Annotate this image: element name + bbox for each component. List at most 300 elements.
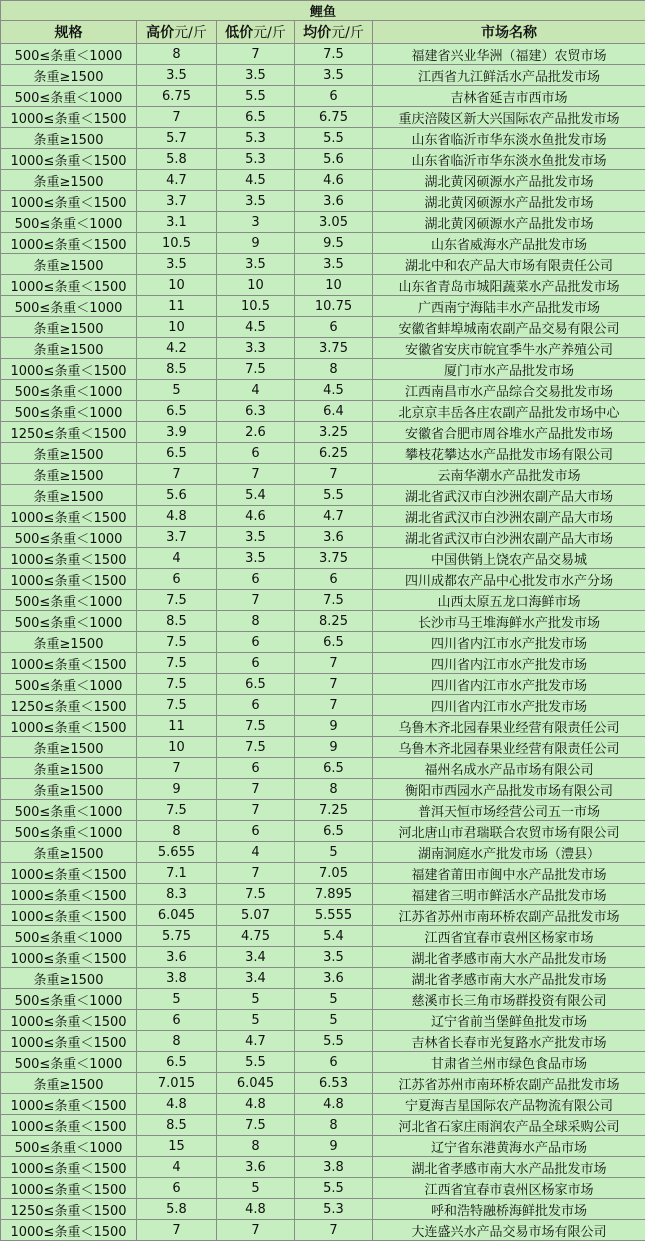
avg-price-cell: 8: [295, 1115, 373, 1136]
avg-price-cell: 5: [295, 989, 373, 1010]
high-price-cell: 10: [137, 275, 217, 296]
avg-price-cell: 3.5: [295, 65, 373, 86]
high-price-cell: 4.8: [137, 506, 217, 527]
avg-price-cell: 5.5: [295, 485, 373, 506]
spec-cell: 条重≥1500: [1, 779, 137, 800]
spec-cell: 1000≤条重＜1500: [1, 1094, 137, 1115]
spec-cell: 条重≥1500: [1, 254, 137, 275]
market-name-cell: 江苏省苏州市南环桥农副产品批发市场: [373, 905, 645, 926]
market-name-cell: 河北省石家庄雨润农产品全球采购公司: [373, 1115, 645, 1136]
spec-cell: 500≤条重＜1000: [1, 380, 137, 401]
market-name-cell: 江西南昌市水产品综合交易批发市场: [373, 380, 645, 401]
spec-cell: 条重≥1500: [1, 1073, 137, 1094]
spec-cell: 1000≤条重＜1500: [1, 884, 137, 905]
spec-cell: 1000≤条重＜1500: [1, 107, 137, 128]
market-name-cell: 长沙市马王堆海鲜水产批发市场: [373, 611, 645, 632]
high-price-cell: 10: [137, 317, 217, 338]
low-price-cell: 3.5: [217, 254, 295, 275]
market-name-cell: 福建省兴业华洲（福建）农贸市场: [373, 44, 645, 65]
high-price-cell: 4: [137, 1157, 217, 1178]
table-row: [1, 905, 645, 926]
avg-price-cell: 7.5: [295, 44, 373, 65]
avg-price-cell: 5: [295, 1010, 373, 1031]
low-price-cell: 5.4: [217, 485, 295, 506]
market-name-cell: 重庆涪陵区新大兴国际农产品批发市场: [373, 107, 645, 128]
high-price-cell: 8: [137, 1031, 217, 1052]
table-row: [1, 338, 645, 359]
spec-cell: 1000≤条重＜1500: [1, 233, 137, 254]
low-price-cell: 6: [217, 821, 295, 842]
spec-cell: 1000≤条重＜1500: [1, 1157, 137, 1178]
spec-cell: 500≤条重＜1000: [1, 674, 137, 695]
market-name-cell: 四川成都农产品中心批发市水产分场: [373, 569, 645, 590]
market-name-cell: 江西省宜春市袁州区杨家市场: [373, 926, 645, 947]
spec-cell: 500≤条重＜1000: [1, 821, 137, 842]
table-row: [1, 128, 645, 149]
low-price-cell: 5.5: [217, 86, 295, 107]
high-price-cell: 3.7: [137, 527, 217, 548]
table-row: [1, 1052, 645, 1073]
high-price-cell: 6: [137, 1178, 217, 1199]
low-price-cell: 6.045: [217, 1073, 295, 1094]
avg-price-cell: 3.5: [295, 947, 373, 968]
avg-price-cell: 7.25: [295, 800, 373, 821]
avg-price-cell: 6.5: [295, 758, 373, 779]
low-price-cell: 6: [217, 443, 295, 464]
market-name-cell: 湖北黄冈硕源水产品批发市场: [373, 212, 645, 233]
avg-price-cell: 4.5: [295, 380, 373, 401]
table-row: [1, 191, 645, 212]
high-price-cell: 8: [137, 44, 217, 65]
avg-price-cell: 3.75: [295, 548, 373, 569]
high-price-cell: 6.045: [137, 905, 217, 926]
high-price-cell: 4.8: [137, 1094, 217, 1115]
market-name-cell: 大连盛兴水产品交易市场有限公司: [373, 1220, 645, 1241]
low-price-cell: 5.3: [217, 128, 295, 149]
table-row: [1, 359, 645, 380]
avg-price-cell: 6: [295, 569, 373, 590]
market-name-cell: 湖北黄冈硕源水产品批发市场: [373, 191, 645, 212]
table-row: [1, 1136, 645, 1157]
low-price-cell: 4: [217, 380, 295, 401]
avg-price-cell: 6.75: [295, 107, 373, 128]
spec-cell: 1000≤条重＜1500: [1, 1115, 137, 1136]
table-row: [1, 947, 645, 968]
market-name-cell: 湖北中和农产品大市场有限责任公司: [373, 254, 645, 275]
table-row: [1, 863, 645, 884]
market-name-cell: 江西省九江鲜活水产品批发市场: [373, 65, 645, 86]
high-price-cell: 5.655: [137, 842, 217, 863]
low-price-cell: 7: [217, 590, 295, 611]
spec-cell: 条重≥1500: [1, 842, 137, 863]
table-row: [1, 989, 645, 1010]
low-price-cell: 3.5: [217, 548, 295, 569]
high-price-cell: 6.5: [137, 1052, 217, 1073]
high-price-cell: 5.75: [137, 926, 217, 947]
spec-cell: 500≤条重＜1000: [1, 926, 137, 947]
table-row: [1, 800, 645, 821]
spec-cell: 500≤条重＜1000: [1, 590, 137, 611]
spec-cell: 1000≤条重＜1500: [1, 947, 137, 968]
low-price-cell: 6: [217, 653, 295, 674]
column-header-label: 规格: [55, 25, 83, 41]
market-name-cell: 湖北省武汉市白沙洲农副产品大市场: [373, 485, 645, 506]
market-name-cell: 辽宁省前当堡鲜鱼批发市场: [373, 1010, 645, 1031]
table-row: [1, 1157, 645, 1178]
table-row: [1, 1073, 645, 1094]
low-price-cell: 10: [217, 275, 295, 296]
spec-cell: 1000≤条重＜1500: [1, 569, 137, 590]
table-row: [1, 968, 645, 989]
spec-cell: 条重≥1500: [1, 758, 137, 779]
table-row: [1, 758, 645, 779]
table-row: [1, 548, 645, 569]
market-name-cell: 河北唐山市君瑞联合农贸市场有限公司: [373, 821, 645, 842]
low-price-cell: 5.07: [217, 905, 295, 926]
high-price-cell: 3.7: [137, 191, 217, 212]
low-price-cell: 7: [217, 800, 295, 821]
market-name-cell: 广西南宁海陆丰水产品批发市场: [373, 296, 645, 317]
spec-cell: 条重≥1500: [1, 65, 137, 86]
table-row: [1, 296, 645, 317]
table-row: [1, 590, 645, 611]
avg-price-cell: 7: [295, 674, 373, 695]
high-price-cell: 3.6: [137, 947, 217, 968]
avg-price-cell: 7.05: [295, 863, 373, 884]
table-row: [1, 716, 645, 737]
avg-price-cell: 10.75: [295, 296, 373, 317]
market-name-cell: 湖北黄冈硕源水产品批发市场: [373, 170, 645, 191]
table-row: [1, 86, 645, 107]
low-price-cell: 3.5: [217, 65, 295, 86]
low-price-cell: 4.5: [217, 170, 295, 191]
avg-price-cell: 8.25: [295, 611, 373, 632]
table-row: [1, 380, 645, 401]
low-price-cell: 3.5: [217, 527, 295, 548]
table-row: [1, 317, 645, 338]
table-row: [1, 212, 645, 233]
table-row: [1, 653, 645, 674]
low-price-cell: 7.5: [217, 884, 295, 905]
low-price-cell: 4.6: [217, 506, 295, 527]
avg-price-cell: 6.5: [295, 821, 373, 842]
high-price-cell: 6.75: [137, 86, 217, 107]
spec-cell: 条重≥1500: [1, 464, 137, 485]
avg-price-cell: 6.25: [295, 443, 373, 464]
market-name-cell: 吉林省长春市光复路水产批发市场: [373, 1031, 645, 1052]
high-price-cell: 8.5: [137, 611, 217, 632]
high-price-cell: 6.5: [137, 401, 217, 422]
high-price-cell: 7.5: [137, 653, 217, 674]
high-price-cell: 7: [137, 758, 217, 779]
high-price-cell: 7.5: [137, 590, 217, 611]
high-price-cell: 5.8: [137, 149, 217, 170]
high-price-cell: 7.5: [137, 800, 217, 821]
table-row: [1, 65, 645, 86]
spec-cell: 1250≤条重＜1500: [1, 1199, 137, 1220]
market-name-cell: 四川省内江市水产批发市场: [373, 653, 645, 674]
high-price-cell: 8: [137, 821, 217, 842]
spec-cell: 1000≤条重＜1500: [1, 863, 137, 884]
high-price-cell: 8.5: [137, 359, 217, 380]
column-header-label: 低价: [225, 25, 253, 41]
avg-price-cell: 3.25: [295, 422, 373, 443]
avg-price-cell: 5.555: [295, 905, 373, 926]
high-price-cell: 7.1: [137, 863, 217, 884]
avg-price-cell: 5.5: [295, 128, 373, 149]
table-title: 鲤鱼: [1, 1, 645, 21]
table-row: [1, 275, 645, 296]
market-name-cell: 山西太原五龙口海鲜市场: [373, 590, 645, 611]
low-price-cell: 4.75: [217, 926, 295, 947]
avg-price-cell: 3.75: [295, 338, 373, 359]
table-row: [1, 464, 645, 485]
spec-cell: 1250≤条重＜1500: [1, 695, 137, 716]
high-price-cell: 11: [137, 716, 217, 737]
market-name-cell: 山东省临沂市华东淡水鱼批发市场: [373, 149, 645, 170]
table-row: [1, 1220, 645, 1241]
avg-price-cell: 7: [295, 464, 373, 485]
column-header-low-price: [217, 21, 295, 44]
spec-cell: 1250≤条重＜1500: [1, 422, 137, 443]
high-price-cell: 5.6: [137, 485, 217, 506]
low-price-cell: 7: [217, 44, 295, 65]
table-row: [1, 611, 645, 632]
table-row: [1, 506, 645, 527]
spec-cell: 500≤条重＜1000: [1, 401, 137, 422]
spec-cell: 条重≥1500: [1, 485, 137, 506]
market-name-cell: 安徽省蚌埠城南农副产品交易有限公司: [373, 317, 645, 338]
avg-price-cell: 9: [295, 737, 373, 758]
high-price-cell: 3.8: [137, 968, 217, 989]
market-name-cell: 慈溪市长三角市场群投资有限公司: [373, 989, 645, 1010]
market-name-cell: 宁夏海吉星国际农产品物流有限公司: [373, 1094, 645, 1115]
table-row: [1, 149, 645, 170]
high-price-cell: 4.7: [137, 170, 217, 191]
avg-price-cell: 6.5: [295, 632, 373, 653]
avg-price-cell: 6: [295, 317, 373, 338]
high-price-cell: 4.2: [137, 338, 217, 359]
avg-price-cell: 7.5: [295, 590, 373, 611]
avg-price-cell: 6: [295, 1052, 373, 1073]
table-row: [1, 485, 645, 506]
low-price-cell: 3: [217, 212, 295, 233]
market-name-cell: 吉林省延吉市西市场: [373, 86, 645, 107]
spec-cell: 1000≤条重＜1500: [1, 191, 137, 212]
high-price-cell: 8.3: [137, 884, 217, 905]
high-price-cell: 11: [137, 296, 217, 317]
spec-cell: 500≤条重＜1000: [1, 44, 137, 65]
low-price-cell: 7: [217, 779, 295, 800]
market-name-cell: 云南华潮水产品批发市场: [373, 464, 645, 485]
market-name-cell: 福州名成水产品市场有限公司: [373, 758, 645, 779]
market-name-cell: 安徽省安庆市皖宜季牛水产养殖公司: [373, 338, 645, 359]
avg-price-cell: 4.8: [295, 1094, 373, 1115]
low-price-cell: 3.4: [217, 947, 295, 968]
low-price-cell: 8: [217, 611, 295, 632]
high-price-cell: 7.015: [137, 1073, 217, 1094]
market-name-cell: 辽宁省东港黄海水产品市场: [373, 1136, 645, 1157]
avg-price-cell: 7: [295, 653, 373, 674]
spec-cell: 500≤条重＜1000: [1, 1052, 137, 1073]
high-price-cell: 10: [137, 737, 217, 758]
table-row: [1, 1031, 645, 1052]
column-header-spec: [1, 21, 137, 44]
avg-price-cell: 5.3: [295, 1199, 373, 1220]
market-name-cell: 江西省宜春市袁州区杨家市场: [373, 1178, 645, 1199]
market-name-cell: 四川省内江市水产批发市场: [373, 674, 645, 695]
avg-price-cell: 7.895: [295, 884, 373, 905]
spec-cell: 500≤条重＜1000: [1, 86, 137, 107]
column-header-unit: 元/斤: [253, 25, 286, 41]
spec-cell: 条重≥1500: [1, 338, 137, 359]
table-row: [1, 842, 645, 863]
high-price-cell: 10.5: [137, 233, 217, 254]
low-price-cell: 7: [217, 464, 295, 485]
column-header-market-name: [373, 21, 645, 44]
avg-price-cell: 5.5: [295, 1178, 373, 1199]
column-header-label: 市场名称: [481, 25, 537, 41]
high-price-cell: 3.1: [137, 212, 217, 233]
table-row: [1, 695, 645, 716]
market-name-cell: 厦门市水产品批发市场: [373, 359, 645, 380]
low-price-cell: 7: [217, 863, 295, 884]
high-price-cell: 5.8: [137, 1199, 217, 1220]
avg-price-cell: 5.5: [295, 1031, 373, 1052]
table-row: [1, 632, 645, 653]
low-price-cell: 10.5: [217, 296, 295, 317]
low-price-cell: 6: [217, 758, 295, 779]
avg-price-cell: 6: [295, 86, 373, 107]
market-name-cell: 北京京丰岳各庄农副产品批发市场中心: [373, 401, 645, 422]
spec-cell: 1000≤条重＜1500: [1, 1031, 137, 1052]
avg-price-cell: 6.4: [295, 401, 373, 422]
market-name-cell: 福建省莆田市闽中水产品批发市场: [373, 863, 645, 884]
low-price-cell: 7.5: [217, 1115, 295, 1136]
table-row: [1, 1115, 645, 1136]
low-price-cell: 7.5: [217, 737, 295, 758]
avg-price-cell: 8: [295, 779, 373, 800]
market-name-cell: 中国供销上饶农产品交易城: [373, 548, 645, 569]
spec-cell: 条重≥1500: [1, 968, 137, 989]
high-price-cell: 7: [137, 464, 217, 485]
market-name-cell: 四川省内江市水产批发市场: [373, 632, 645, 653]
table-row: [1, 401, 645, 422]
low-price-cell: 5: [217, 989, 295, 1010]
avg-price-cell: 7: [295, 695, 373, 716]
spec-cell: 500≤条重＜1000: [1, 989, 137, 1010]
table-row: [1, 884, 645, 905]
avg-price-cell: 10: [295, 275, 373, 296]
table-row: [1, 1199, 645, 1220]
low-price-cell: 6: [217, 569, 295, 590]
high-price-cell: 15: [137, 1136, 217, 1157]
spec-cell: 500≤条重＜1000: [1, 212, 137, 233]
low-price-cell: 7: [217, 1220, 295, 1241]
spec-cell: 条重≥1500: [1, 737, 137, 758]
low-price-cell: 6.5: [217, 107, 295, 128]
table-row: [1, 1094, 645, 1115]
market-name-cell: 湖南洞庭水产批发市场（澧县）: [373, 842, 645, 863]
spec-cell: 1000≤条重＜1500: [1, 275, 137, 296]
market-name-cell: 四川省内江市水产批发市场: [373, 695, 645, 716]
market-name-cell: 衡阳市西园水产品批发市场有限公司: [373, 779, 645, 800]
spec-cell: 1000≤条重＜1500: [1, 149, 137, 170]
table-row: [1, 674, 645, 695]
spec-cell: 1000≤条重＜1500: [1, 1220, 137, 1241]
low-price-cell: 5: [217, 1178, 295, 1199]
table-row: [1, 254, 645, 275]
high-price-cell: 3.9: [137, 422, 217, 443]
market-name-cell: 福建省三明市鲜活水产品批发市场: [373, 884, 645, 905]
low-price-cell: 4.8: [217, 1094, 295, 1115]
spec-cell: 500≤条重＜1000: [1, 527, 137, 548]
low-price-cell: 4.5: [217, 317, 295, 338]
market-name-cell: 甘肃省兰州市绿色食品市场: [373, 1052, 645, 1073]
column-header-high-price: [137, 21, 217, 44]
spec-cell: 1000≤条重＜1500: [1, 653, 137, 674]
high-price-cell: 4: [137, 548, 217, 569]
low-price-cell: 7.5: [217, 359, 295, 380]
avg-price-cell: 9: [295, 1136, 373, 1157]
avg-price-cell: 9.5: [295, 233, 373, 254]
low-price-cell: 3.3: [217, 338, 295, 359]
avg-price-cell: 7: [295, 1220, 373, 1241]
low-price-cell: 5: [217, 1010, 295, 1031]
avg-price-cell: 3.8: [295, 1157, 373, 1178]
market-name-cell: 乌鲁木齐北园春果业经营有限责任公司: [373, 716, 645, 737]
table-row: [1, 107, 645, 128]
high-price-cell: 3.5: [137, 65, 217, 86]
spec-cell: 1000≤条重＜1500: [1, 548, 137, 569]
low-price-cell: 5.5: [217, 1052, 295, 1073]
avg-price-cell: 3.05: [295, 212, 373, 233]
column-header-unit: 元/斤: [331, 25, 364, 41]
high-price-cell: 7.5: [137, 695, 217, 716]
low-price-cell: 4.8: [217, 1199, 295, 1220]
low-price-cell: 4: [217, 842, 295, 863]
avg-price-cell: 5: [295, 842, 373, 863]
high-price-cell: 7.5: [137, 632, 217, 653]
table-row: [1, 1178, 645, 1199]
low-price-cell: 6: [217, 695, 295, 716]
low-price-cell: 3.6: [217, 1157, 295, 1178]
high-price-cell: 5: [137, 380, 217, 401]
market-name-cell: 湖北省孝感市南大水产品批发市场: [373, 968, 645, 989]
market-name-cell: 江苏省苏州市南环桥农副产品批发市场: [373, 1073, 645, 1094]
spec-cell: 500≤条重＜1000: [1, 1136, 137, 1157]
market-name-cell: 山东省青岛市城阳蔬菜水产品批发市场: [373, 275, 645, 296]
table-row: [1, 170, 645, 191]
spec-cell: 条重≥1500: [1, 317, 137, 338]
avg-price-cell: 8: [295, 359, 373, 380]
spec-cell: 条重≥1500: [1, 128, 137, 149]
market-name-cell: 湖北省武汉市白沙洲农副产品大市场: [373, 527, 645, 548]
high-price-cell: 5.7: [137, 128, 217, 149]
table-row: [1, 1010, 645, 1031]
market-name-cell: 攀枝花攀达水产品批发市场有限公司: [373, 443, 645, 464]
spec-cell: 1000≤条重＜1500: [1, 1178, 137, 1199]
spec-cell: 500≤条重＜1000: [1, 800, 137, 821]
table-row: [1, 779, 645, 800]
spec-cell: 条重≥1500: [1, 170, 137, 191]
avg-price-cell: 3.6: [295, 527, 373, 548]
market-name-cell: 普洱天恒市场经营公司五一市场: [373, 800, 645, 821]
table-row: [1, 569, 645, 590]
table-row: [1, 422, 645, 443]
market-name-cell: 山东省临沂市华东淡水鱼批发市场: [373, 128, 645, 149]
high-price-cell: 8.5: [137, 1115, 217, 1136]
